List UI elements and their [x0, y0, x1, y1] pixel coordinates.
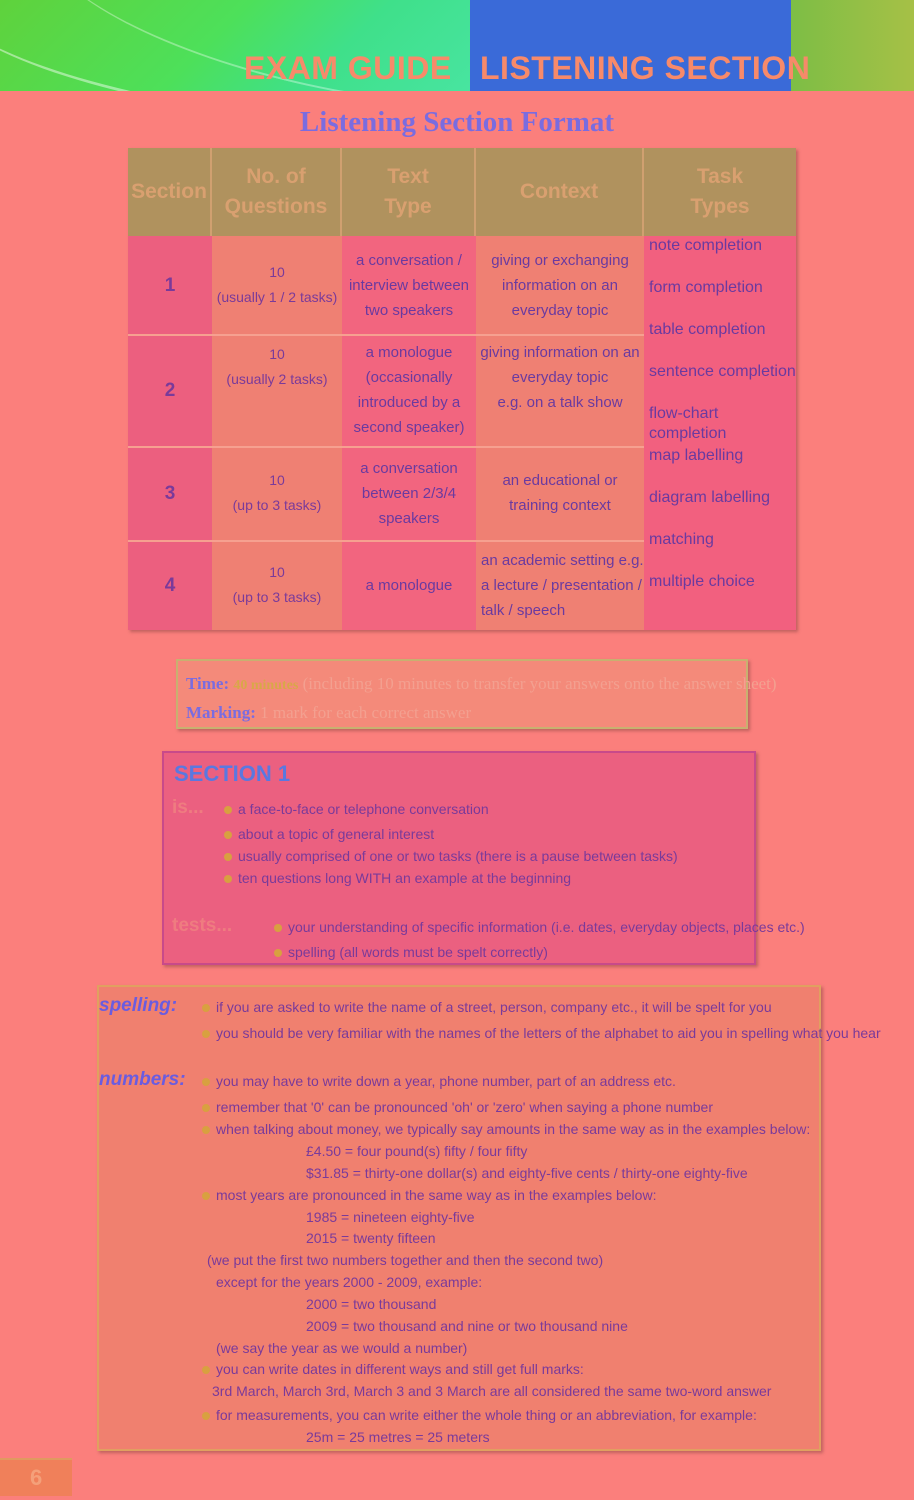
row3-text-line: between 2/3/4	[361, 484, 457, 502]
row1-section	[128, 236, 212, 334]
section1-tests-item	[274, 944, 548, 960]
bullet-dot	[224, 853, 232, 861]
task-type-item: matching	[649, 531, 714, 548]
header-context-label: Context	[519, 180, 599, 203]
row2-section	[128, 334, 212, 446]
section1-is-text: a face-to-face or telephone conversation	[238, 801, 489, 817]
section1-is-item	[224, 870, 571, 886]
row-divider	[128, 540, 644, 542]
row1-text-line: a conversation /	[356, 251, 462, 269]
spelling-label: spelling:	[99, 995, 178, 1016]
numbers-example	[306, 1296, 436, 1312]
numbers-item	[202, 1361, 584, 1377]
numbers-text: £4.50 = four pound(s) fifty / four fifty	[306, 1143, 528, 1159]
row4-context-line: talk / speech	[481, 601, 566, 619]
marking-label: Marking:	[186, 703, 256, 722]
section1-is-text: ten questions long WITH an example at the beginning	[238, 870, 572, 886]
numbers-text: 2015 = twenty fifteen	[306, 1230, 436, 1246]
section1-is-text: usually comprised of one or two tasks (there is a pause between tasks)	[238, 848, 678, 864]
row2-num	[212, 334, 342, 446]
section1-is-item	[224, 801, 489, 817]
bullet-dot	[224, 875, 232, 883]
header-num-line2: Questions	[224, 195, 328, 218]
row-divider	[128, 334, 644, 336]
row3-text-line: speakers	[378, 509, 440, 527]
row3-text-line: a conversation	[360, 459, 458, 477]
numbers-text: (we say the year as we would a number)	[216, 1340, 468, 1356]
bullet-dot	[224, 831, 232, 839]
numbers-label: numbers:	[99, 1069, 186, 1090]
row4-num-count: 10	[269, 564, 285, 580]
numbers-example	[306, 1165, 748, 1181]
listening-format-table	[128, 148, 796, 630]
section1-tests-item	[274, 919, 805, 935]
row1-num-note: (usually 1 / 2 tasks)	[216, 289, 338, 305]
marking-note: 1 mark for each correct answer	[260, 703, 472, 722]
section1-title: SECTION 1	[174, 761, 291, 786]
header-task-line2: Types	[690, 195, 750, 218]
row2-text-line: introduced by a	[357, 394, 461, 411]
time-label: Time:	[186, 674, 230, 693]
numbers-example	[216, 1340, 467, 1356]
bullet-dot	[224, 806, 232, 814]
section1-is-text: about a topic of general interest	[238, 826, 435, 842]
row1-context-line: giving or exchanging	[491, 251, 629, 269]
numbers-text: 2009 = two thousand and nine or two thousand nine	[306, 1318, 628, 1334]
row1-context	[476, 236, 644, 334]
header-section-label: Section	[131, 180, 207, 203]
row3-num-note: (up to 3 tasks)	[232, 497, 322, 513]
numbers-text: (we put the first two numbers together and then the second two)	[207, 1252, 604, 1268]
numbers-text: most years are pronounced in the same way as in the examples below:	[216, 1187, 657, 1203]
time-value: 40 minutes	[233, 678, 299, 693]
row3-text-type	[342, 446, 476, 540]
row3-section	[128, 446, 212, 540]
bullet-dot	[202, 1078, 210, 1086]
row1-context-line: information on an	[502, 276, 618, 294]
numbers-text: you may have to write down a year, phone number, part of an address etc.	[216, 1073, 676, 1089]
row1-context-line: everyday topic	[511, 301, 609, 319]
header-task-line1: Task	[696, 165, 744, 188]
row2-text-type	[342, 334, 476, 446]
numbers-text: 2000 = two thousand	[306, 1296, 437, 1312]
row2-section-num: 2	[164, 379, 176, 401]
row2-text-line: a monologue	[365, 344, 453, 361]
row3-context-line: training context	[509, 497, 611, 514]
format-title: Listening Section Format	[299, 106, 615, 138]
numbers-example	[216, 1274, 482, 1290]
numbers-example	[306, 1318, 628, 1334]
numbers-text: 1985 = nineteen eighty-five	[306, 1209, 475, 1225]
section1-box	[162, 751, 805, 965]
numbers-example	[306, 1429, 490, 1445]
header-text-type	[342, 148, 476, 236]
row2-num-note: (usually 2 tasks)	[226, 371, 328, 387]
bullet-dot	[202, 1192, 210, 1200]
section1-tests-label: tests...	[172, 915, 233, 936]
spelling-item	[202, 1025, 881, 1041]
row-divider	[128, 446, 644, 448]
task-type-item: flow-chart completion	[649, 405, 727, 442]
row1-text-line: two speakers	[364, 301, 454, 319]
spelling-text: if you are asked to write the name of a street, person, company etc., it will be spelt for you	[216, 999, 772, 1015]
page-number: 6	[30, 1465, 43, 1490]
bullet-dot	[202, 1030, 210, 1038]
row2-context-line: giving information on an	[480, 344, 640, 361]
bullet-dot	[274, 949, 282, 957]
header-num-questions	[212, 148, 342, 236]
numbers-text: except for the years 2000 - 2009, example:	[216, 1274, 483, 1290]
row1-text-line: interview between	[348, 276, 470, 294]
section1-is-item	[224, 826, 434, 842]
time-note: (including 10 minutes to transfer your answers onto the answer sheet)	[302, 674, 777, 693]
section1-tests-text: spelling (all words must be spelt correctly)	[288, 944, 548, 960]
bullet-dot	[202, 1104, 210, 1112]
header-task-types	[644, 148, 796, 236]
numbers-example	[207, 1252, 603, 1268]
bullet-dot	[274, 924, 282, 932]
bullet-dot	[202, 1412, 210, 1420]
task-type-item: multiple choice	[649, 573, 755, 590]
row2-context	[476, 334, 644, 446]
task-type-item: table completion	[649, 321, 766, 338]
page-number-tab	[0, 1458, 72, 1496]
task-type-item: diagram labelling	[649, 489, 770, 506]
numbers-text: for measurements, you can write either the whole thing or an abbreviation, for example:	[216, 1407, 757, 1423]
header-listening-section: LISTENING SECTION	[480, 50, 811, 86]
header-text-line1: Text	[387, 165, 429, 188]
row3-context-line: an educational or	[502, 472, 618, 489]
spelling-text: you should be very familiar with the names of the letters of the alphabet to aid you in spelling what you hear	[216, 1025, 881, 1041]
numbers-example	[306, 1209, 475, 1225]
row3-num-count: 10	[269, 472, 285, 488]
numbers-example	[212, 1383, 771, 1399]
row3-num	[212, 446, 342, 540]
numbers-item	[202, 1073, 676, 1089]
row1-num	[212, 236, 342, 334]
numbers-example	[306, 1143, 527, 1159]
task-types-list	[644, 236, 796, 630]
tips-box	[97, 985, 881, 1451]
row4-text-type	[342, 540, 476, 630]
row4-context-line: a lecture / presentation /	[481, 576, 642, 594]
spelling-item	[202, 999, 772, 1015]
header-exam-guide: EXAM GUIDE	[244, 50, 452, 86]
row2-text-line: second speaker)	[353, 419, 465, 436]
numbers-example	[306, 1230, 436, 1246]
numbers-text: remember that '0' can be pronounced 'oh' or 'zero' when saying a phone number	[216, 1099, 714, 1115]
row4-section	[128, 540, 212, 630]
row4-num-note: (up to 3 tasks)	[232, 589, 322, 605]
row1-section-num: 1	[164, 274, 176, 296]
numbers-item	[202, 1121, 810, 1137]
row2-text-line: (occasionally	[365, 369, 453, 386]
section1-is-label: is...	[172, 797, 204, 818]
bullet-dot	[202, 1004, 210, 1012]
row4-context-line: an academic setting e.g.	[481, 551, 644, 569]
bullet-dot	[202, 1126, 210, 1134]
row2-context-line: e.g. on a talk show	[497, 394, 623, 411]
row4-context	[476, 540, 644, 630]
task-type-item: map labelling	[649, 447, 744, 464]
numbers-text: 3rd March, March 3rd, March 3 and 3 March are all considered the same two-word answer	[212, 1383, 772, 1399]
numbers-item	[202, 1099, 713, 1115]
row3-section-num: 3	[164, 482, 176, 504]
numbers-item	[202, 1407, 757, 1423]
numbers-item	[202, 1187, 656, 1203]
row1-text-type	[342, 236, 476, 334]
header-text-line2: Type	[384, 195, 432, 218]
numbers-text: when talking about money, we typically say amounts in the same way as in the examples below:	[216, 1121, 811, 1137]
row1-num-count: 10	[269, 264, 285, 280]
row2-num-count: 10	[269, 346, 285, 362]
header-section	[128, 148, 212, 236]
time-line	[186, 674, 777, 694]
row2-context-line: everyday topic	[511, 369, 609, 386]
marking-line	[186, 703, 471, 723]
task-type-item: form completion	[649, 279, 763, 296]
bullet-dot	[202, 1366, 210, 1374]
task-type-item: sentence completion	[649, 363, 796, 380]
numbers-text: 25m = 25 metres = 25 meters	[306, 1429, 490, 1445]
row3-context	[476, 446, 644, 540]
header-num-line1: No. of	[246, 165, 306, 188]
numbers-text: $31.85 = thirty-one dollar(s) and eighty-five cents / thirty-one eighty-five	[306, 1165, 748, 1181]
numbers-text: you can write dates in different ways and still get full marks:	[216, 1361, 584, 1377]
row4-text-line: a monologue	[365, 576, 453, 594]
row4-section-num: 4	[164, 574, 176, 596]
header-context	[476, 148, 644, 236]
section1-is-item	[224, 848, 678, 864]
row4-num	[212, 540, 342, 630]
task-type-item: note completion	[649, 237, 762, 254]
time-marking-box	[176, 659, 777, 729]
section1-tests-text: your understanding of specific information (i.e. dates, everyday objects, places etc.)	[288, 919, 805, 935]
